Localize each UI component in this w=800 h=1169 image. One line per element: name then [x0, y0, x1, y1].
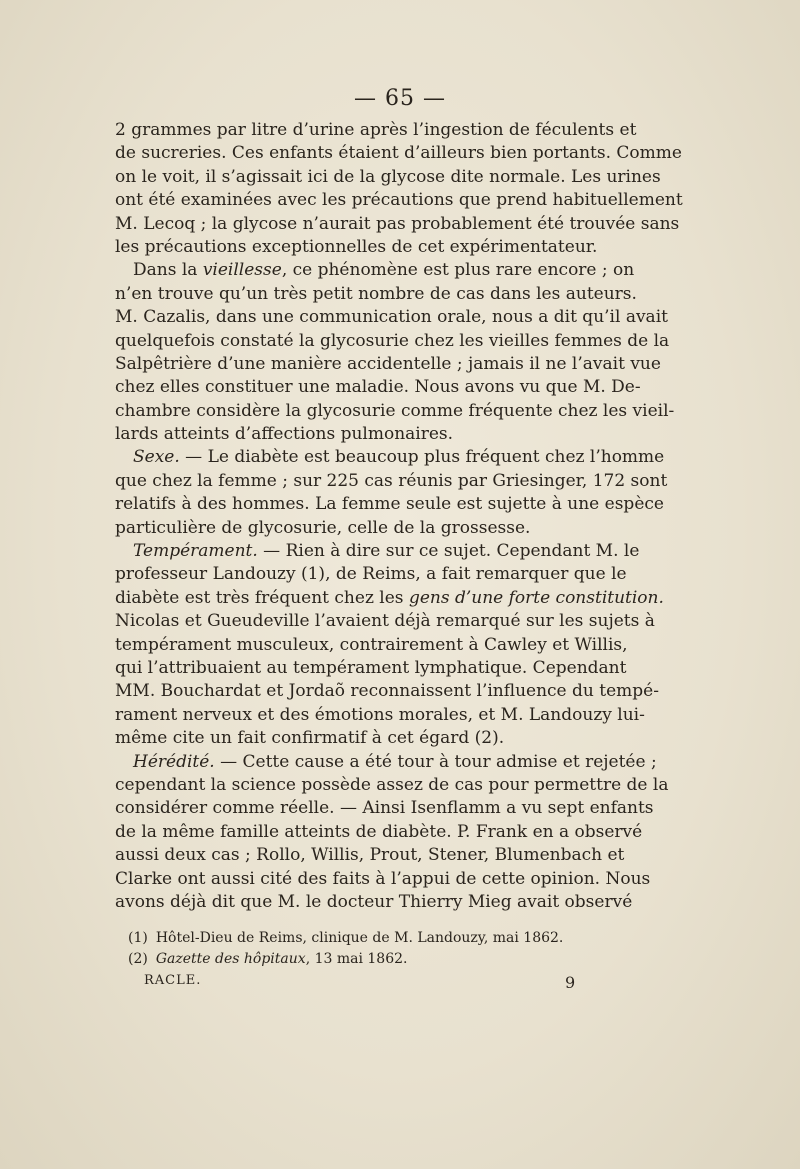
text-line: [115, 119, 637, 142]
text-run: M. Cazalis, dans une communication orale, nous a dit qu’il avait: [115, 307, 668, 328]
text-run: quelquefois constaté la glycosurie chez les vieilles femmes de la: [115, 330, 670, 351]
text-run: — Le diabète est beaucoup plus fréquent chez l’homme: [179, 447, 665, 468]
text-run: — Cette cause a été tour à tour admise et rejetée ;: [214, 751, 657, 772]
text-run: même cite un fait confirmatif à cet égard (2).: [115, 728, 505, 749]
text-line: [115, 423, 611, 446]
text-line: [115, 868, 651, 891]
text-line: [115, 446, 665, 469]
text-run: cependant la science possède assez de cas pour permettre de la: [115, 774, 669, 795]
footnote-number: (2): [128, 951, 148, 967]
text-run: les précautions exceptionnelles de cet expérimentateur.: [115, 236, 598, 257]
text-line: [115, 330, 670, 353]
italic-text: Sexe.: [133, 447, 180, 468]
text-run: Hôtel-Dieu de Reims, clinique de M. Landouzy, mai 1862.: [155, 930, 564, 946]
text-run: tempérament musculeux, contrairement à Cawley et Willis,: [115, 634, 628, 655]
body-text: [115, 119, 683, 914]
text-line: [115, 587, 664, 610]
text-line: [115, 821, 643, 844]
italic-text: Gazette des hôpitaux: [155, 951, 306, 967]
text-run: que chez la femme ; sur 225 cas réunis par Griesinger, 172 sont: [115, 470, 668, 491]
text-line: [115, 213, 680, 236]
text-line: [115, 353, 661, 376]
text-run: aussi deux cas ; Rollo, Willis, Prout, Stener, Blumenbach et: [115, 845, 625, 866]
italic-text: gens d’une forte constitution.: [408, 587, 664, 608]
text-line: [115, 236, 611, 259]
text-run: chambre considère la glycosurie comme fréquente chez les vieil-: [115, 400, 675, 421]
text-run: MM. Bouchardat et Jordaõ reconnaissent l’influence du tempé-: [115, 681, 659, 702]
text-run: chez elles constituer une maladie. Nous avons vu que M. De-: [115, 377, 641, 398]
text-line: [115, 540, 640, 563]
text-line: [115, 634, 628, 657]
text-run: n’en trouve qu’un très petit nombre de cas dans les auteurs.: [115, 283, 637, 304]
text-run: rament nerveux et des émotions morales, et M. Landouzy lui-: [115, 704, 645, 725]
text-run: , ce phénomène est plus rare encore ; on: [281, 260, 635, 281]
text-run: diabète est très fréquent chez les: [115, 587, 409, 608]
text-run: relatifs à des hommes. La femme seule est sujette à une espèce: [115, 494, 664, 515]
signature-mark: RACLE.: [144, 973, 202, 988]
text-line: [115, 563, 627, 586]
text-line: [115, 774, 669, 797]
text-line: [115, 142, 682, 165]
text-line: [115, 844, 625, 867]
text-run: , 13 mai 1862.: [305, 951, 408, 967]
text-run: de sucreries. Ces enfants étaient d’ailleurs bien portants. Comme: [115, 143, 682, 164]
text-run: ont été examinées avec les précautions que prend habituellement: [115, 190, 683, 211]
text-run: on le voit, il s’agissait ici de la glycose dite normale. Les urines: [115, 166, 661, 187]
italic-text: Tempérament.: [133, 541, 258, 562]
text-line: [115, 376, 641, 399]
footnote: [128, 928, 568, 949]
footnote: [128, 949, 568, 970]
text-line: [115, 610, 655, 633]
italic-text: vieillesse: [202, 260, 282, 281]
text-line: [115, 493, 664, 516]
text-run: Salpêtrière d’une manière accidentelle ; jamais il ne l’avait vue: [115, 353, 661, 374]
text-line: [115, 517, 611, 540]
text-line: [115, 657, 627, 680]
text-line: [115, 259, 635, 282]
text-run: Dans la: [133, 260, 203, 281]
text-run: qui l’attribuaient au tempérament lymphatique. Cependant: [115, 657, 627, 678]
text-line: [115, 189, 683, 212]
text-line: [115, 751, 657, 774]
text-run: professeur Landouzy (1), de Reims, a fait remarquer que le: [115, 564, 627, 585]
text-run: 2 grammes par litre d’urine après l’ingestion de féculents et: [115, 120, 637, 140]
text-run: Clarke ont aussi cité des faits à l’appui de cette opinion. Nous: [115, 868, 651, 889]
text-run: avons déjà dit que M. le docteur Thierry Mieg avait observé: [115, 891, 633, 912]
text-line: [115, 680, 659, 703]
text-run: lards atteints d’affections pulmonaires.: [115, 424, 454, 445]
text-line: [115, 306, 668, 329]
text-run: considérer comme réelle. — Ainsi Isenflamm a vu sept enfants: [115, 798, 654, 819]
text-line: [115, 797, 654, 820]
footnote-number: (1): [128, 930, 148, 946]
text-run: particulière de glycosurie, celle de la grossesse.: [115, 517, 531, 538]
text-line: [115, 400, 675, 423]
sheet-number: 9: [565, 973, 576, 992]
text-line: [115, 166, 661, 189]
text-line: [115, 891, 633, 914]
text-line: [115, 704, 645, 727]
footnotes: [128, 928, 568, 970]
text-run: — Rien à dire sur ce sujet. Cependant M. le: [257, 541, 640, 562]
text-line: [115, 470, 668, 493]
italic-text: Hérédité.: [133, 751, 215, 772]
text-line: [115, 283, 637, 306]
page-number: — 65 —: [354, 86, 446, 111]
text-line: [115, 727, 611, 750]
text-run: M. Lecoq ; la glycose n’aurait pas probablement été trouvée sans: [115, 213, 680, 234]
text-run: de la même famille atteints de diabète. P. Frank en a observé: [115, 821, 643, 842]
text-run: Nicolas et Gueudeville l’avaient déjà remarqué sur les sujets à: [115, 611, 655, 632]
